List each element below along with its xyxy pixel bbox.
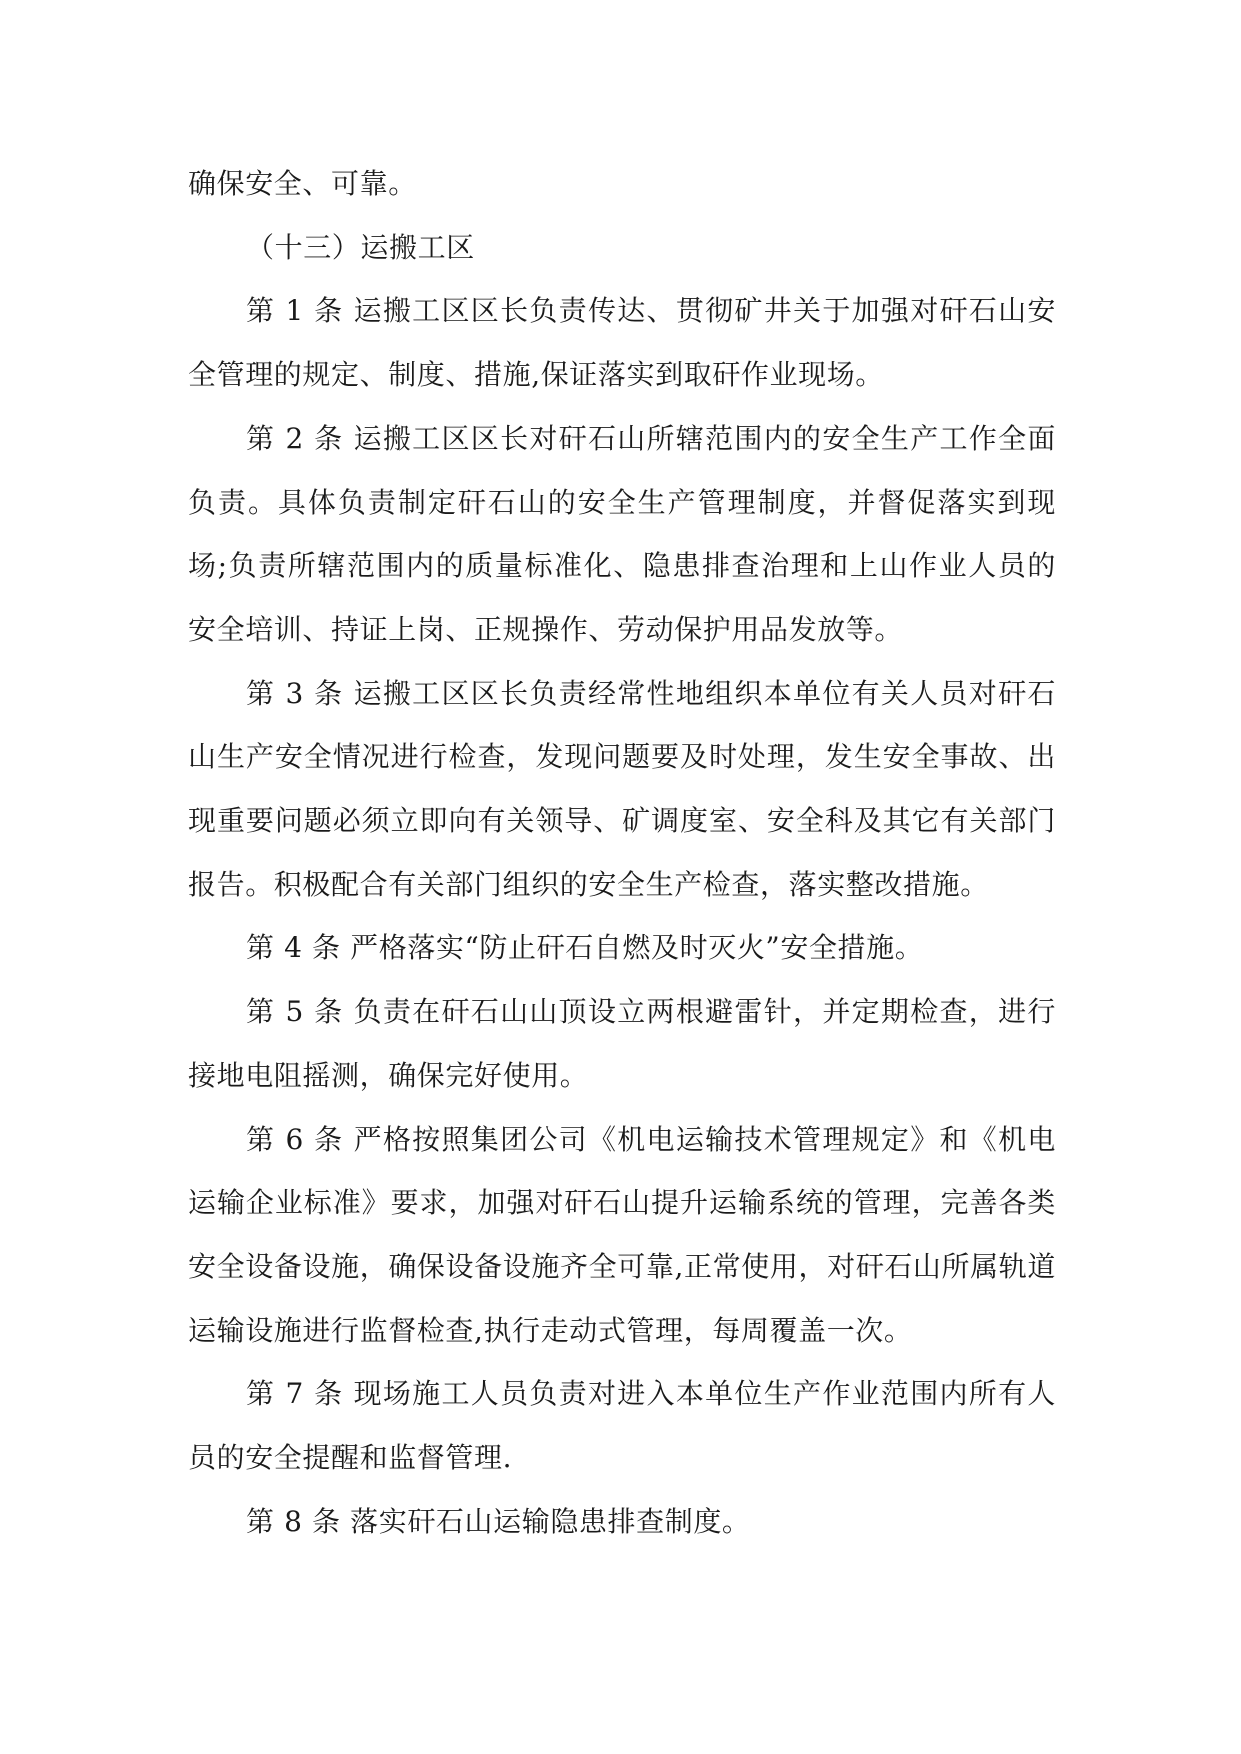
article-6: 第 6 条 严格按照集团公司《机电运输技术管理规定》和《机电运输企业标准》要求，加强对矸石山提升运输系统的管理，完善各类安全设备设施，确保设备设施齐全可靠,正常使用，对矸石山所属轨道运输设施进行监督检查,执行走动式管理，每周覆盖一次。 xyxy=(188,1122,1056,1347)
article-7: 第 7 条 现场施工人员负责对进入本单位生产作业范围内所有人员的安全提醒和监督管理. xyxy=(188,1377,1056,1475)
paragraph-continuation: 确保安全、可靠。 xyxy=(188,167,417,200)
article-5: 第 5 条 负责在矸石山山顶设立两根避雷针，并定期检查，进行接地电阻摇测，确保完好使用。 xyxy=(188,995,1056,1092)
document-body xyxy=(188,152,1056,1553)
article-4: 第 4 条 严格落实“防止矸石自燃及时灭火”安全措施。 xyxy=(246,931,924,965)
article-2: 第 2 条 运搬工区区长对矸石山所辖范围内的安全生产工作全面负责。具体负责制定矸石山的安全生产管理制度，并督促落实到现场;负责所辖范围内的质量标准化、隐患排查治理和上山作业人员的安全培训、持证上岗、正规操作、劳动保护用品发放等。 xyxy=(188,421,1056,646)
article-8: 第 8 条 落实矸石山运输隐患排查制度。 xyxy=(246,1504,751,1538)
article-1: 第 1 条 运搬工区区长负责传达、贯彻矿井关于加强对矸石山安全管理的规定、制度、措施,保证落实到取矸作业现场。 xyxy=(188,294,1056,392)
section-heading: （十三）运搬工区 xyxy=(246,230,475,264)
article-3: 第 3 条 运搬工区区长负责经常性地组织本单位有关人员对矸石山生产安全情况进行检查，发现问题要及时处理，发生安全事故、出现重要问题必须立即向有关领导、矿调度室、安全科及其它有关部门报告。积极配合有关部门组织的安全生产检查，落实整改措施。 xyxy=(188,676,1056,901)
